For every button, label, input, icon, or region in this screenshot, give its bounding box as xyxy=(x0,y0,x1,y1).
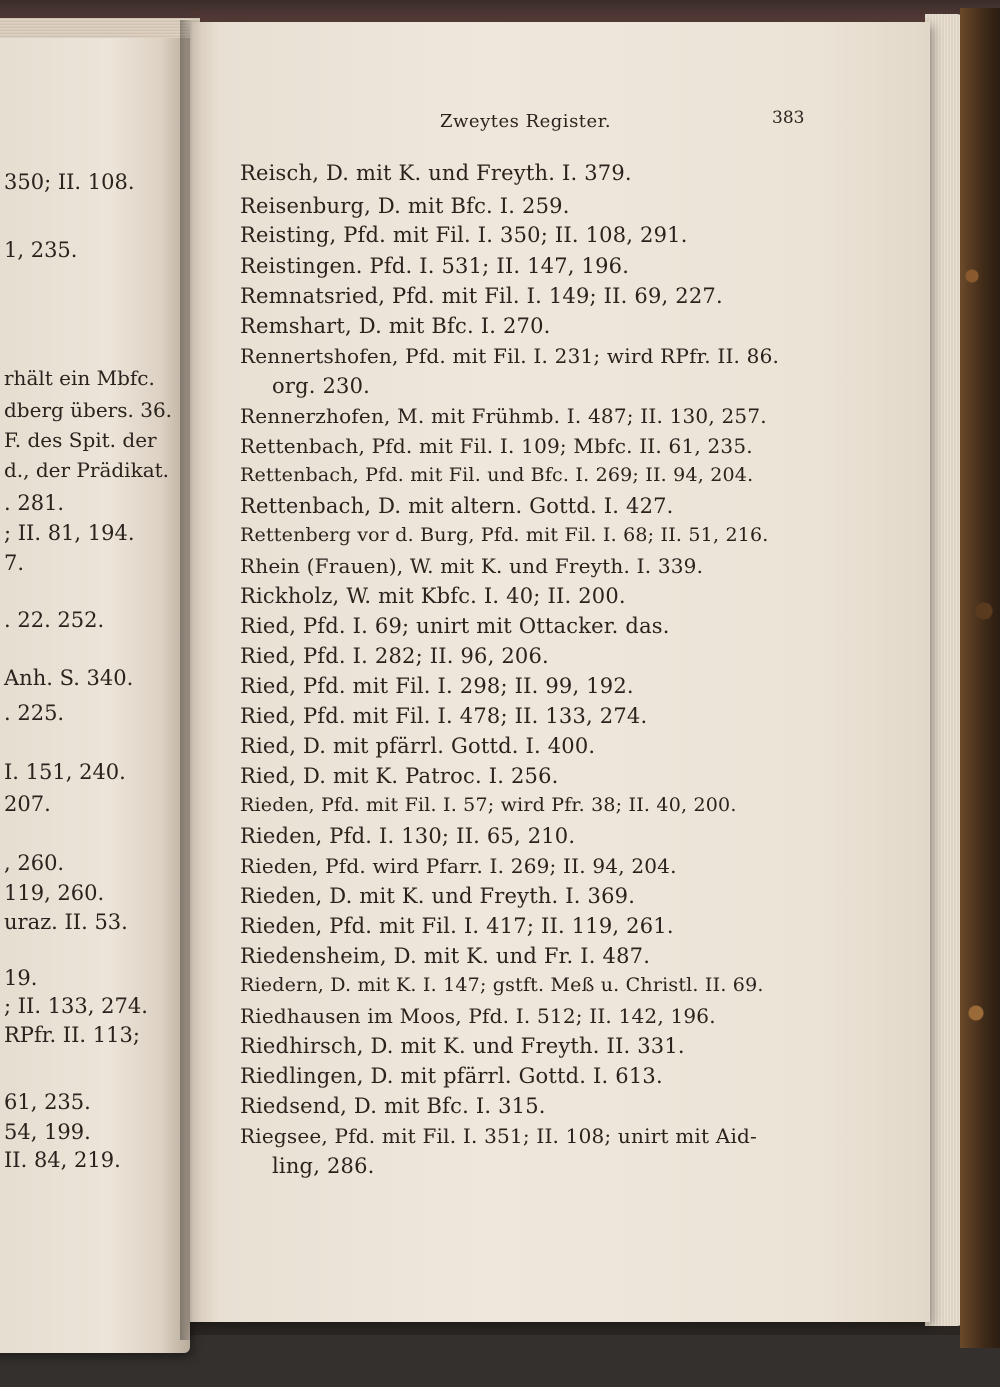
left-line: . 225. xyxy=(4,701,65,725)
left-line: d., der Prädikat. xyxy=(4,458,170,482)
left-line: . 22. 252. xyxy=(4,608,105,632)
register-entry: Rettenbach, D. mit altern. Gottd. I. 427. xyxy=(240,494,674,518)
register-entry: Ried, Pfd. mit Fil. I. 298; II. 99, 192. xyxy=(240,674,634,698)
left-line: 61, 235. xyxy=(4,1090,91,1114)
register-entry: Rieden, Pfd. I. 130; II. 65, 210. xyxy=(240,824,576,848)
left-line: I. 151, 240. xyxy=(4,760,126,784)
left-line: 350; II. 108. xyxy=(4,170,135,194)
register-entry: Rieden, Pfd. mit Fil. I. 417; II. 119, 261. xyxy=(240,914,674,938)
register-entry: Rettenberg vor d. Burg, Pfd. mit Fil. I. 68; II. 51, 216. xyxy=(240,524,769,546)
register-entry: Riedern, D. mit K. I. 147; gstft. Meß u. Christl. II. 69. xyxy=(240,974,764,996)
left-line: , 260. xyxy=(4,851,65,875)
register-entry: Riedsend, D. mit Bfc. I. 315. xyxy=(240,1094,546,1118)
register-entry: Reistingen. Pfd. I. 531; II. 147, 196. xyxy=(240,254,630,278)
left-line: ; II. 133, 274. xyxy=(4,994,148,1018)
register-entry: Ried, D. mit K. Patroc. I. 256. xyxy=(240,764,559,788)
register-entry: Reisting, Pfd. mit Fil. I. 350; II. 108, 291. xyxy=(240,223,688,247)
left-line: 54, 199. xyxy=(4,1120,91,1144)
register-entry: Reisenburg, D. mit Bfc. I. 259. xyxy=(240,194,570,218)
left-line: uraz. II. 53. xyxy=(4,910,128,934)
left-line: 19. xyxy=(4,966,38,990)
left-line: dberg übers. 36. xyxy=(4,398,173,422)
register-entry: Riedlingen, D. mit pfärrl. Gottd. I. 613. xyxy=(240,1064,663,1088)
register-entry: org. 230. xyxy=(272,374,371,398)
register-entry: Ried, Pfd. I. 69; unirt mit Ottacker. das. xyxy=(240,614,670,638)
register-entry: Riedhausen im Moos, Pfd. I. 512; II. 142, 196. xyxy=(240,1004,716,1028)
register-entry: Rettenbach, Pfd. mit Fil. I. 109; Mbfc. II. 61, 235. xyxy=(240,434,753,458)
left-line: 207. xyxy=(4,792,51,816)
left-line: Anh. S. 340. xyxy=(4,666,134,690)
register-entry: Ried, D. mit pfärrl. Gottd. I. 400. xyxy=(240,734,596,758)
left-line: ; II. 81, 194. xyxy=(4,521,135,545)
register-entry: Rickholz, W. mit Kbfc. I. 40; II. 200. xyxy=(240,584,626,608)
left-line: . 281. xyxy=(4,491,65,515)
register-entry: Rennerzhofen, M. mit Frühmb. I. 487; II. 130, 257. xyxy=(240,404,767,428)
register-entry: Rieden, D. mit K. und Freyth. I. 369. xyxy=(240,884,636,908)
register-entry: Rhein (Frauen), W. mit K. und Freyth. I. 339. xyxy=(240,554,704,578)
register-entry: Remshart, D. mit Bfc. I. 270. xyxy=(240,314,551,338)
register-entry: Rettenbach, Pfd. mit Fil. und Bfc. I. 269; II. 94, 204. xyxy=(240,464,754,486)
left-page-edge xyxy=(0,18,200,38)
left-line: RPfr. II. 113; xyxy=(4,1023,140,1047)
page-block-edges xyxy=(925,14,963,1326)
page-number: 383 xyxy=(772,108,805,128)
book-cover xyxy=(960,8,1000,1348)
register-entry: Rieden, Pfd. mit Fil. I. 57; wird Pfr. 38; II. 40, 200. xyxy=(240,794,737,816)
running-header: Zweytes Register. xyxy=(440,111,612,132)
register-entry: Reisch, D. mit K. und Freyth. I. 379. xyxy=(240,161,632,185)
register-entry: Riedensheim, D. mit K. und Fr. I. 487. xyxy=(240,944,651,968)
left-line: 7. xyxy=(4,551,25,575)
register-entry: Ried, Pfd. I. 282; II. 96, 206. xyxy=(240,644,549,668)
register-entry: ling, 286. xyxy=(272,1154,375,1178)
register-entry: Riedhirsch, D. mit K. und Freyth. II. 331. xyxy=(240,1034,685,1058)
register-entry: Ried, Pfd. mit Fil. I. 478; II. 133, 274. xyxy=(240,704,648,728)
left-line: 119, 260. xyxy=(4,881,105,905)
left-line: 1, 235. xyxy=(4,238,78,262)
left-line: II. 84, 219. xyxy=(4,1148,121,1172)
register-entry: Rieden, Pfd. wird Pfarr. I. 269; II. 94, 204. xyxy=(240,854,677,878)
register-entry: Remnatsried, Pfd. mit Fil. I. 149; II. 69, 227. xyxy=(240,284,723,308)
register-entry: Rennertshofen, Pfd. mit Fil. I. 231; wird RPfr. II. 86. xyxy=(240,344,780,368)
left-line: F. des Spit. der xyxy=(4,428,157,452)
left-line: rhält ein Mbfc. xyxy=(4,366,155,390)
register-entry: Riegsee, Pfd. mit Fil. I. 351; II. 108; unirt mit Aid- xyxy=(240,1124,758,1148)
